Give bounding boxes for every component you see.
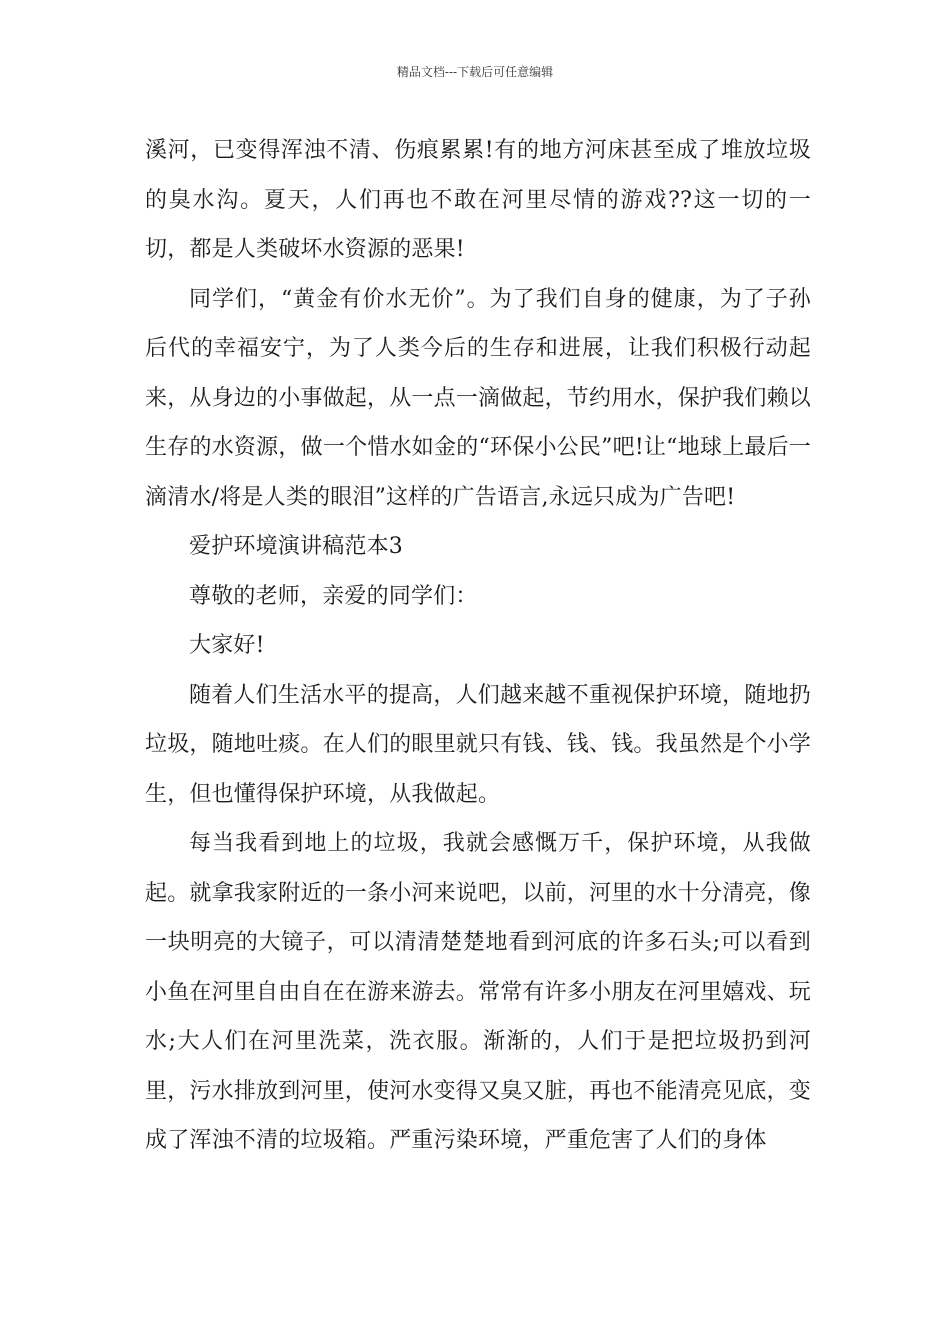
page-header: 精品文档---下载后可任意编辑: [396, 65, 554, 79]
paragraph-greeting: 大家好!: [189, 633, 265, 658]
paragraph-river-story: 每当我看到地上的垃圾，我就会感慨万千，保护环境，从我做起。就拿我家附近的一条小河来说吧，以前，河里的水十分清亮，像一块明亮的大镜子，可以清清楚楚地看到河底的许多石头;可以看到小鱼在河里自由自在在游来游去。常常有许多小朋友在河里嬉戏、玩水;大人们在河里洗菜，洗衣服。渐渐的，人们于是把垃圾扔到河里，污水排放到河里，使河水变得又臭又脏，再也不能清亮见底，变成了浑浊不清的垃圾箱。严重污染环境，严重危害了人们的身体: [145, 831, 812, 1153]
section-title: 爱护环境演讲稿范本3: [189, 534, 403, 559]
paragraph-intro: 随着人们生活水平的提高，人们越来越不重视保护环境，随地扔垃圾，随地吐痰。在人们的眼里就只有钱、钱、钱。我虽然是个小学生，但也懂得保护环境，从我做起。: [145, 682, 812, 807]
paragraph-appeal: 同学们，“黄金有价水无价”。为了我们自身的健康，为了子孙后代的幸福安宁，为了人类今后的生存和进展，让我们积极行动起来，从身边的小事做起，从一点一滴做起，节约用水，保护我们赖以生存的水资源，做一个惜水如金的“环保小公民”吧!让“地球上最后一滴清水/将是人类的眼泪”这样的广告语言,永远只成为广告吧!: [145, 286, 812, 510]
paragraph-salutation: 尊敬的老师，亲爱的同学们：: [189, 583, 478, 609]
document-body: [145, 126, 811, 1166]
paragraph-continuation: 溪河，已变得浑浊不清、伤痕累累!有的地方河床甚至成了堆放垃圾的臭水沟。夏天，人们再也不敢在河里尽情的游戏??这一切的一切，都是人类破坏水资源的恶果!: [145, 138, 811, 262]
